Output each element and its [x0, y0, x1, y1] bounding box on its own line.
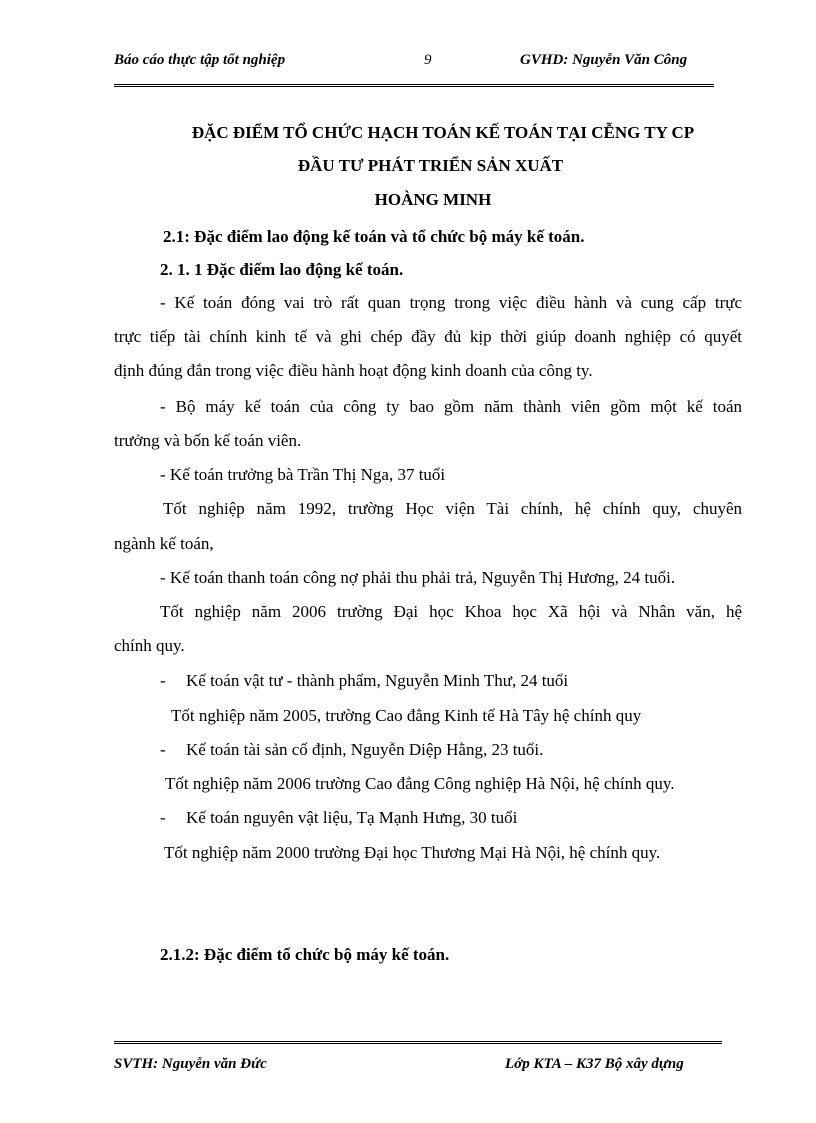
header-left: Báo cáo thực tập tốt nghiệp [114, 52, 286, 68]
para-6-line-2: chính quy. [114, 636, 185, 655]
para-1-line-2: trực tiếp tài chính kinh tế và ghi chép đầy đủ kịp thời giúp doanh nghiệp có quyết [114, 327, 742, 346]
title-line-3: HOÀNG MINH [374, 190, 492, 209]
footer-left: SVTH: Nguyễn văn Đức [114, 1056, 267, 1072]
para-9: Kế toán tài sản cố định, Nguyễn Diệp Hằng, 23 tuổi. [186, 740, 544, 759]
section-2-1-1-heading: 2. 1. 1 Đặc điểm lao động kế toán. [160, 260, 404, 279]
para-4-line-2: ngành kế toán, [114, 534, 214, 553]
bullet-dash-3: - [160, 808, 166, 827]
section-2-1-2-heading: 2.1.2: Đặc điểm tổ chức bộ máy kế toán. [160, 945, 450, 964]
header-right: GVHD: Nguyễn Văn Công [520, 52, 688, 68]
para-1-line-3: định đúng đắn trong việc điều hành hoạt động kinh doanh của công ty. [114, 361, 593, 380]
para-10: Tốt nghiệp năm 2006 trường Cao đẳng Công nghiệp Hà Nội, hệ chính quy. [165, 774, 675, 793]
para-12: Tốt nghiệp năm 2000 trường Đại học Thương Mại Hà Nội, hệ chính quy. [164, 843, 661, 862]
title-line-2: ĐẦU TƯ PHÁT TRIỂN SẢN XUẤT [297, 156, 564, 175]
footer-rule [114, 1041, 722, 1044]
para-4-line-1: Tốt nghiệp năm 1992, trường Học viện Tài chính, hệ chính quy, chuyên [163, 499, 742, 518]
title-line-1: ĐẶC ĐIỂM TỔ CHỨC HẠCH TOÁN KẾ TOÁN TẠI CỄNG TY CP [191, 123, 695, 142]
para-8: Tốt nghiệp năm 2005, trường Cao đẳng Kinh tế Hà Tây hệ chính quy [171, 706, 642, 725]
para-7: Kế toán vật tư - thành phẩm, Nguyễn Minh Thư, 24 tuổi [186, 671, 569, 690]
footer-right: Lớp KTA – K37 Bộ xây dựng [505, 1056, 684, 1072]
para-5: - Kế toán thanh toán công nợ phải thu phải trả, Nguyễn Thị Hương, 24 tuổi. [160, 568, 676, 587]
para-6-line-1: Tốt nghiệp năm 2006 trường Đại học Khoa học Xã hội và Nhân văn, hệ [160, 602, 742, 621]
para-2-line-2: trưởng và bốn kế toán viên. [114, 431, 302, 450]
section-2-1-heading: 2.1: Đặc điểm lao động kế toán và tổ chức bộ máy kế toán. [163, 227, 585, 246]
page-number: 9 [424, 52, 432, 68]
bullet-dash-2: - [160, 740, 166, 759]
bullet-dash-1: - [160, 671, 166, 690]
para-11: Kế toán nguyên vật liệu, Tạ Mạnh Hưng, 30 tuổi [186, 808, 518, 827]
para-1-line-1: - Kế toán đóng vai trò rất quan trọng trong việc điều hành và cung cấp trực [160, 293, 742, 312]
header-rule [114, 84, 714, 87]
para-2-line-1: - Bộ máy kế toán của công ty bao gồm năm thành viên gồm một kế toán [160, 397, 742, 416]
para-3: - Kế toán trưởng bà Trần Thị Nga, 37 tuổi [160, 465, 446, 484]
